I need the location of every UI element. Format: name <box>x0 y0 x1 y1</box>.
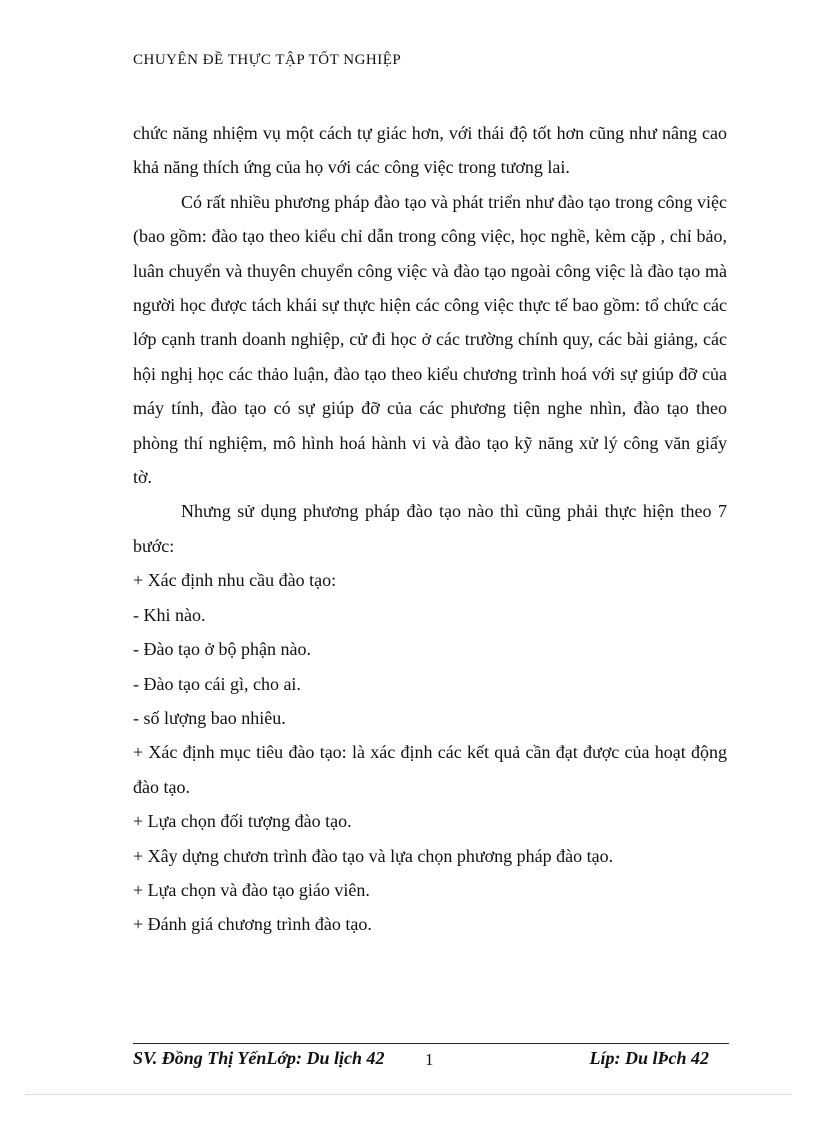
list-item: + Xác định nhu cầu đào tạo: <box>133 570 337 591</box>
list-item: + Lựa chọn và đào tạo giáo viên. <box>133 879 370 900</box>
paragraph-seven-steps: Nhưng sử dụng phương pháp đào tạo nào thì cũng phải thực hiện theo 7 bước: <box>133 501 727 556</box>
page-footer <box>133 1048 729 1076</box>
list-item: + Lựa chọn đối tượng đào tạo. <box>133 811 352 832</box>
paragraph-continuation: chức năng nhiệm vụ một cách tự giác hơn, với thái độ tốt hơn cũng như nâng cao khả năng thích ứng của họ với các công việc trong tương lai. <box>133 123 727 178</box>
list-item: - Đào tạo ở bộ phận nào. <box>133 639 311 660</box>
list-item: - Khi nào. <box>133 604 206 625</box>
document-body <box>133 116 727 942</box>
list-item: - số lượng bao nhiêu. <box>133 707 286 728</box>
page-edge-divider <box>25 1094 791 1095</box>
list-item: - Đào tạo cái gì, cho ai. <box>133 673 301 694</box>
page-number: 1 <box>425 1050 434 1069</box>
running-header: CHUYÊN ĐỀ THỰC TẬP TỐT NGHIỆP <box>133 52 402 68</box>
footer-divider <box>133 1043 729 1044</box>
paragraph-methods: Có rất nhiều phương pháp đào tạo và phát triển như đào tạo trong công việc (bao gồm: đào tạo theo kiểu chỉ dẫn trong công việc, học nghề, kèm cặp , chỉ bảo, luân chuyển và thuyên chuyển công việc và đào tạo ngoài công việc là đào tạo mà người học được tách khái sự thực hiện các công việc thực tế bao gồm: tổ chức các lớp cạnh tranh doanh nghiệp, cử đi học ở các trường chính quy, các bài giảng, các hội nghị học các thảo luận, đào tạo theo kiểu chương trình hoá với sự giúp đỡ của máy tính, đào tạo có sự giúp đỡ của các phương tiện nghe nhìn, đào tạo theo phòng thí nghiệm, mô hình hoá hành vi và đào tạo kỹ năng xử lý công văn giấy tờ. <box>133 191 727 488</box>
list-item: + Đánh giá chương trình đào tạo. <box>133 914 372 935</box>
footer-student: SV. Đồng Thị YếnLớp: Du lịch 42 <box>133 1048 385 1068</box>
list-item: + Xây dựng chươn trình đào tạo và lựa chọn phương pháp đào tạo. <box>133 845 614 866</box>
footer-class: Líp: Du lÞch 42 <box>589 1048 709 1068</box>
list-item: + Xác định mục tiêu đào tạo: là xác định các kết quả cần đạt được của hoạt động đào tạo. <box>133 742 727 797</box>
